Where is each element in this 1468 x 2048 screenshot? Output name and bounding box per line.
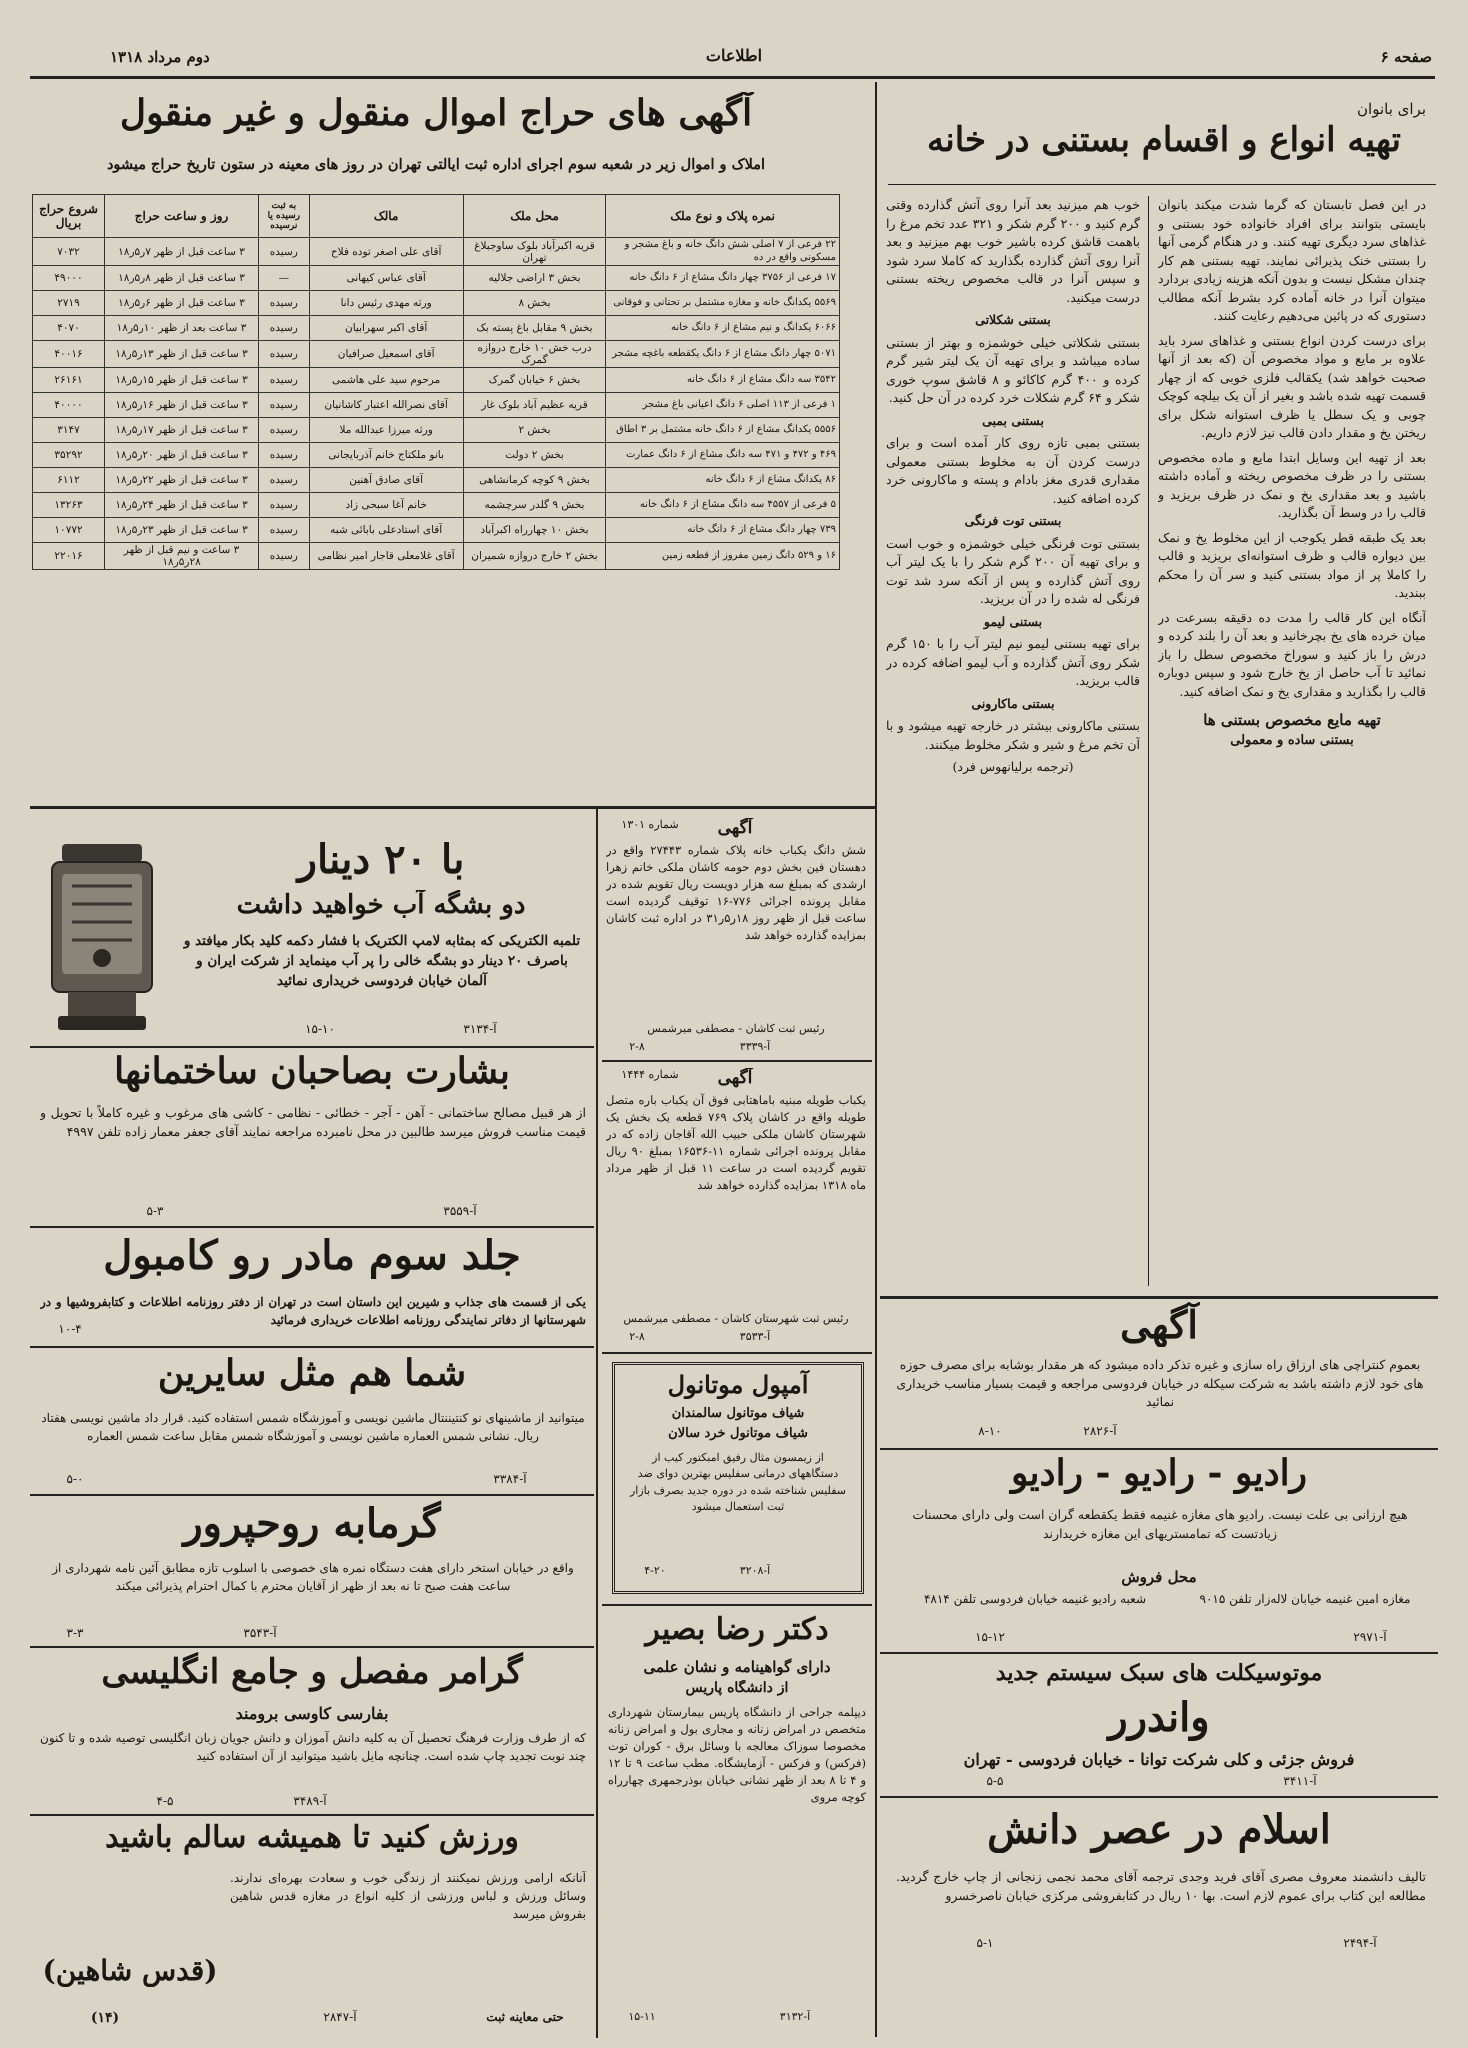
notice-body: شش دانگ یکباب خانه پلاک شماره ۲۷۴۴۳ واقع در دهستان فین بخش دوم حومه کاشان ملکی خانم زهرا ارشدی که بمبلغ سه هزار دویست ریال تقویم شده در مقابل پرونده اجرائی ۷۷۶-۱۶ توقیف گردیده است ساعت قبل از ظهر روز ۱۸ر۵ر۳۱ در اداره ثبت کاشان بمزایده گذارده خواهد شد xyxy=(606,843,866,943)
table-cell: رسیده xyxy=(259,543,310,570)
column-header: شروع حراج بریال xyxy=(33,195,105,238)
ad-separator xyxy=(30,1814,594,1816)
table-cell: بانو ملکتاج خانم آذربایجانی xyxy=(309,443,463,468)
table-cell: ۱ فرعی از ۱۱۳ اصلی ۶ دانگ اعیانی باغ مشجر xyxy=(606,393,840,418)
table-cell: ۴۰۷۰ xyxy=(33,316,105,341)
grammar-ad-subtitle: بفارسی کاوسی برومند xyxy=(235,1704,389,1723)
table-cell: ۳ ساعت قبل از ظهر ۱۵ر۵ر۱۸ xyxy=(105,368,259,393)
table-cell: ۲۲۰۱۶ xyxy=(33,543,105,570)
moto-ad-brand: واندرر xyxy=(1108,1694,1210,1741)
table-cell: رسیده xyxy=(259,443,310,468)
paper-name: اطلاعات xyxy=(705,46,763,65)
table-cell: ۱۳۲۶۳ xyxy=(33,493,105,518)
table-cell: ۱۷ فرعی از ۳۷۵۶ چهار دانگ مشاع از ۶ دانگ خانه xyxy=(606,266,840,291)
table-cell: ۶۰۶۶ یکدانگ و نیم مشاع از ۶ دانگ خانه xyxy=(606,316,840,341)
table-cell: آقای اکبر سهرابیان xyxy=(309,316,463,341)
table-cell: آقای نصرالله اعتبار کاشانیان xyxy=(309,393,463,418)
table-cell: ۲۶۱۶۱ xyxy=(33,368,105,393)
ad-separator xyxy=(30,1494,594,1496)
moto-ad-body: فروش جزئی و کلی شرکت توانا - خیابان فردوسی - تهران xyxy=(963,1750,1355,1769)
ad-separator xyxy=(880,1296,1438,1299)
article-paragraph: بستنی ماکارونی بیشتر در خارجه تهیه میشود و با آن تخم مرغ و شیر و شکر مخلوط میکنند. xyxy=(886,718,1140,752)
radio-ad-place: محل فروش xyxy=(1121,1568,1197,1586)
notice-title: آگهی xyxy=(717,818,753,838)
ampoule-title: آمپول موتانول xyxy=(667,1370,809,1399)
sport-ad-title: ورزش کنید تا همیشه سالم باشید xyxy=(105,1820,519,1855)
table-cell: ۳ ساعت قبل از ظهر ۸ر۵ر۱۸ xyxy=(105,266,259,291)
table-cell: ۷۰۳۲ xyxy=(33,238,105,266)
table-cell: مرحوم سید علی هاشمی xyxy=(309,368,463,393)
ad-code: آ-۳۳۳۹ xyxy=(739,1040,771,1053)
bath-ad-body: واقع در خیابان استخر دارای هفت دستگاه نمره های خصوصی با اسلوب تازه مطابق آئین نامه شهرداری از ساعت هفت صبح تا نه بعد از ظهر از آقایان محترم با کمال احترام پذیرائی میکند xyxy=(52,1561,574,1593)
table-row xyxy=(33,393,840,418)
table-cell: آقای عباس کیهانی xyxy=(309,266,463,291)
table-cell: ۳ ساعت قبل از ظهر ۱۶ر۵ر۱۸ xyxy=(105,393,259,418)
table-cell: آقای غلامعلی قاجار امیر نظامی xyxy=(309,543,463,570)
table-cell: آقای صادق آهنین xyxy=(309,468,463,493)
ad-separator xyxy=(30,1226,594,1228)
table-cell: بخش ۹ گلدر سرچشمه xyxy=(463,493,606,518)
notice-number: شماره ۱۴۴۴ xyxy=(621,1068,679,1081)
article-paragraph: برای تهیه بستنی لیمو نیم لیتر آب را با ۱۵۰ گرم شکر روی آتش گذارده و آب لیمو اضافه کرده در قالب بریزید. xyxy=(886,636,1140,688)
table-cell: آقای علی اصغر توده فلاح xyxy=(309,238,463,266)
table-cell: ۳ ساعت و نیم قبل از ظهر ۲۸ر۵ر۱۸ xyxy=(105,543,259,570)
women-article-title: تهیه انواع و اقسام بستنی در خانه xyxy=(927,120,1401,160)
sport-ad-body: آنانکه ارامی ورزش نمیکنند از زندگی خوب و سعادت بهره‌ای ندارند. وسائل ورزش و لباس ورزشی از کلیه انواع در مغازه قدس شاهین بفروش میرسد xyxy=(230,1871,586,1921)
article-paragraph: در این فصل تابستان که گرما شدت میکند بانوان بایستی بتوانند برای افراد خانواده خود بستنی و غذاهای سرد دیگری تهیه کنند. و در هنگام گرمی آنها را بستنی خنک پذیرائی نمایند. تهیه بستنی هم کار چندان مشکل نیست و بدون آنکه هزینه زیادی بردارد میتوان آنرا در خانه آماده کرد بشرط آنکه مطالب دستوری که در پائین می‌دهیم رعایت کنند. xyxy=(1158,197,1426,323)
table-cell: رسیده xyxy=(259,368,310,393)
table-row xyxy=(33,518,840,543)
table-cell: ۳ ساعت قبل از ظهر ۲۰ر۵ر۱۸ xyxy=(105,443,259,468)
builders-ad-body: از هر قبیل مصالح ساختمانی - آهن - آجر - خطائی - نظامی - کاشی های مرغوب و غیره کاملاً با تحویل و قیمت مناسب فروش میرسد طالبین در محل نامبرده مراجعه نمایند آقای جعفر معمار زاده تلفن ۴۹۹۷ xyxy=(40,1105,586,1139)
notice-signature: رئیس ثبت کاشان - مصطفی میرشمس xyxy=(647,1022,825,1035)
women-col1 xyxy=(1158,196,1426,1256)
table-cell: ۴۹۰۰۰ xyxy=(33,266,105,291)
agahi-ad-title: آگهی xyxy=(1120,1302,1198,1347)
table-cell: قریه عظیم آباد بلوک غار xyxy=(463,393,606,418)
ad-ref: ۵-۱ xyxy=(976,1936,994,1950)
radio-ad-body: هیچ ارزانی بی علت نیست. رادیو های مغازه غنیمه فقط یکقطعه گران است ولی دارای محسنات زیادتست که تمامستریهای این مغازه خریدارند xyxy=(912,1507,1408,1541)
ad-code: آ-۲۸۲۶ xyxy=(1083,1424,1117,1438)
table-cell: بخش ۱۰ چهارراه اکبرآباد xyxy=(463,518,606,543)
column-header: روز و ساعت حراج xyxy=(105,195,259,238)
ad-ref: ۵-۰ xyxy=(66,1472,84,1486)
table-row xyxy=(33,291,840,316)
radio-ad-title: رادیو - رادیو - رادیو xyxy=(1010,1452,1308,1494)
doctor-line: از دانشگاه پاریس xyxy=(685,1680,789,1696)
article-subheading: تهیه مایع مخصوص بستنی ها xyxy=(1203,711,1381,729)
table-cell: ۳ ساعت قبل از ظهر ۲۳ر۵ر۱۸ xyxy=(105,518,259,543)
table-cell: بخش ۹ کوچه کرمانشاهی xyxy=(463,468,606,493)
ad-ref: ۲-۸ xyxy=(629,1330,645,1343)
ad-code: آ-۳۴۱۱ xyxy=(1283,1774,1317,1788)
ad-code: آ-۳۱۳۲ xyxy=(779,2010,811,2023)
notice-signature: رئیس ثبت شهرستان کاشان - مصطفی میرشمس xyxy=(623,1312,849,1325)
ad-ref: ۴-۵ xyxy=(156,1794,174,1808)
table-cell: ۳ ساعت قبل از ظهر ۱۳ر۵ر۱۸ xyxy=(105,341,259,368)
ad-code: آ-۳۲۰۸ xyxy=(739,1564,771,1577)
table-header-row xyxy=(33,195,840,238)
islam-ad-body: تالیف دانشمند معروف مصری آقای فرید وجدی ترجمه آقای محمد نجمی زنجانی از چاپ خارج گردید. مطالعه این کتاب برای عموم لازم است. بها ۱۰ ریال در کتابفروشی مرکزی خیابان ناصرخسرو xyxy=(896,1869,1426,1903)
doctor-name: دکتر رضا بصیر xyxy=(645,1612,829,1647)
siren-ad-body: میتوانید از ماشینهای نو کنتیننتال ماشین نویسی و آموزشگاه شمس استفاده کنید. قرار داد ماشین نویسی هفتاد ریال. نشانی شمس العماره ماشین نویسی و آموزشگاه شمس مقابل ساعت شمس العماره xyxy=(41,1411,585,1443)
table-cell: بخش ۶ خیابان گمرک xyxy=(463,368,606,393)
article-subheading: بستنی بمبی xyxy=(982,412,1044,428)
table-row xyxy=(33,266,840,291)
ad-separator xyxy=(30,1646,594,1648)
table-cell: ۴۰۰۱۶ xyxy=(33,341,105,368)
article-paragraph: بعد از تهیه این وسایل ابتدا مایع و ماده مخصوص بستنی را در ظرف مخصوص ریخته و آماده داشته باشید و بعد مقداری یخ و نمک در ظرف بریزید و قالب را در وسط آن بگذارید. xyxy=(1158,449,1426,520)
table-cell: رسیده xyxy=(259,418,310,443)
table-row xyxy=(33,543,840,570)
ad-ref: ۱۰-۴ xyxy=(58,1322,82,1336)
notice-separator xyxy=(602,1060,872,1062)
ad-ref: ۱۵-۱۲ xyxy=(975,1630,1005,1644)
table-cell: رسیده xyxy=(259,393,310,418)
ad-code: آ-۳۳۸۴ xyxy=(493,1472,527,1486)
table-cell: ۳ ساعت قبل از ظهر ۶ر۵ر۱۸ xyxy=(105,291,259,316)
article-paragraph: بستنی شکلاتی خیلی خوشمزه و بهتر از بستنی ساده میباشد و برای تهیه آن یک لیتر شیر گرم کرده و ۴۰۰ گرم کاکائو و ۸ قاشق سوپ خوری شکر و ۶۴ گرم شکلات خرد کرده در آن حل کنید. xyxy=(886,334,1140,405)
title-rule xyxy=(888,184,1436,185)
islam-ad-title: اسلام در عصر دانش xyxy=(987,1806,1331,1853)
column-header: محل ملک xyxy=(463,195,606,238)
ad-code: آ-۲۸۴۷ xyxy=(323,2010,357,2024)
auction-bottom-rule xyxy=(30,806,876,809)
table-cell: — xyxy=(259,266,310,291)
auction-title: آگهی های حراج اموال منقول و غیر منقول xyxy=(119,92,753,134)
ad-ref: ۱۵-۱۱ xyxy=(628,2010,656,2023)
article-subheading: بستنی ساده و معمولی xyxy=(1230,733,1354,749)
grammar-ad-body: که از طرف وزارت فرهنگ تحصیل آن به کلیه دانش آموزان و دانش جویان زبان انگلیسی توصیه شده و تا کنون چند نوبت تجدید چاپ شده است. چنانچه مایل باشید میتوانید از آن استفاده کنید xyxy=(40,1731,586,1763)
table-cell: ۸۶ یکدانگ مشاع از ۶ دانگ خانه xyxy=(606,468,840,493)
table-cell: ۲۲ فرعی از ۷ اصلی شش دانگ خانه و باغ مشجر و مسکونی واقع در ده xyxy=(606,238,840,266)
ad-separator xyxy=(880,1448,1438,1450)
table-cell: ۱۶ و ۵۲۹ دانگ زمین مفروز از قطعه زمین xyxy=(606,543,840,570)
water-heater-illustration xyxy=(38,834,166,1039)
table-cell: رسیده xyxy=(259,291,310,316)
column-header: مالک xyxy=(309,195,463,238)
footer-note: حتی معاینه ثبت xyxy=(486,2010,564,2024)
table-cell: بخش ۲ xyxy=(463,418,606,443)
table-cell: بخش ۸ xyxy=(463,291,606,316)
ad-code: آ-۳۵۴۳ xyxy=(243,1626,277,1640)
ad-ref: (۱۴) xyxy=(90,2010,120,2026)
book-ad-body: یکی از قسمت های جذاب و شیرین این داستان است در تهران از دفتر روزنامه اطلاعات و کتابفروشیها و در شهرستانها از دفاتر نمایندگی روزنامه اطلاعات خریداری فرمائید xyxy=(40,1295,586,1327)
table-row xyxy=(33,443,840,468)
table-cell: ورثه میرزا عبدالله ملا xyxy=(309,418,463,443)
table-cell: قریه اکبرآباد بلوک ساوجبلاغ تهران xyxy=(463,238,606,266)
table-row xyxy=(33,468,840,493)
ad-code: آ-۳۱۳۴ xyxy=(463,1022,497,1036)
table-row xyxy=(33,341,840,368)
column-divider xyxy=(596,808,598,2038)
book-ad-title: جلد سوم مادر رو کامبول xyxy=(103,1232,521,1279)
ad-separator xyxy=(30,1346,594,1348)
radio-ad-shop: شعبه رادیو غنیمه خیابان فردوسی تلفن ۴۸۱۴ xyxy=(923,1592,1147,1606)
article-subheading: بستنی توت فرنگی xyxy=(964,513,1062,528)
article-paragraph: بستنی بمبی تازه روی کار آمده است و برای درست کردن آن به مخلوط بستنی معمولی مقداری قدری مغز بادام و پسته و ماکارونی خرد کرده اضافه کنید. xyxy=(886,435,1140,506)
auction-table xyxy=(32,194,840,570)
auction-subtitle: املاک و اموال زیر در شعبه سوم اجرای اداره ثبت ایالتی تهران در روز های معینه در ستون تاریخ حراج میشود xyxy=(106,156,766,173)
ad-ref: ۵-۳ xyxy=(146,1204,164,1218)
table-cell: رسیده xyxy=(259,341,310,368)
ampoule-line: شیاف موتانول سالمندان xyxy=(671,1406,805,1421)
article-paragraph: خوب هم میزنید بعد آنرا روی آتش گذارده وقتی گرم کنید و ۲۰۰ گرم شکر و ۳۲۱ عدد تخم مرغ را باهمت قاشق کرده باشیر خوب بهم میزنید و بعد آنرا روی آتش گذارده بگذارید که کاملا سرد شود و سپس آنرا در قالب مخصوص ریخته بستنی درست میکنید. xyxy=(886,197,1140,305)
table-cell: ۵ فرعی از ۴۵۵۷ سه دانگ مشاع از ۶ دانگ خانه xyxy=(606,493,840,518)
table-cell: ورثه مهدی رئیس دانا xyxy=(309,291,463,316)
heater-ad-subtitle: دو بشگه آب خواهید داشت xyxy=(236,890,526,920)
article-subheading: بستنی ماکارونی xyxy=(971,695,1055,711)
table-cell: آقای اسمعیل صرافیان xyxy=(309,341,463,368)
doctor-body: دیپلمه جراحی از دانشگاه پاریس بیمارستان شهرداری متخصص در امراض زنانه و مجاری بول و امراض زنانه مخصوصا سوزاک معالجه با وسائل برق - کوران توت (فرکس) و فرکس - آزمایشگاه. مطب ساعت ۹ تا ۱۲ و ۴ تا ۸ بعد از ظهر نشانی خیابان بوذرجمهری چهارراه کوچه مروی xyxy=(608,1705,866,1805)
table-cell: بخش ۲ دولت xyxy=(463,443,606,468)
heater-ad-title: با ۲۰ دینار xyxy=(297,836,465,883)
women-section-tag: برای بانوان xyxy=(1357,100,1426,118)
table-row xyxy=(33,316,840,341)
table-cell: ۳ ساعت قبل از ظهر ۱۷ر۵ر۱۸ xyxy=(105,418,259,443)
ad-ref: ۵-۵ xyxy=(986,1774,1004,1788)
table-cell: ۳ ساعت قبل از ظهر ۲۴ر۵ر۱۸ xyxy=(105,493,259,518)
ad-ref: ۴-۲۰ xyxy=(644,1564,666,1577)
table-row xyxy=(33,368,840,393)
table-cell: ۴۶۹ و ۴۷۲ و ۴۷۱ سه دانگ مشاع از ۶ دانگ عمارت xyxy=(606,443,840,468)
doctor-line: دارای گواهینامه و نشان علمی xyxy=(643,1658,831,1676)
table-cell: بخش ۳ اراضی جلالیه xyxy=(463,266,606,291)
table-cell: ۳۱۴۷ xyxy=(33,418,105,443)
women-col2 xyxy=(886,196,1140,1296)
ad-code: آ-۲۹۷۱ xyxy=(1353,1630,1387,1644)
table-cell: ۵۰۷۱ چهار دانگ مشاع از ۶ دانگ یکقطعه باغچه مشجر xyxy=(606,341,840,368)
column-header: نمره پلاک و نوع ملک xyxy=(606,195,840,238)
article-subheading: بستنی لیمو xyxy=(983,613,1043,629)
table-cell: رسیده xyxy=(259,468,310,493)
table-cell: ۶۱۱۲ xyxy=(33,468,105,493)
notice-separator xyxy=(602,1604,872,1606)
table-cell: درب خش ۱۰ خارج دروازه گمرک xyxy=(463,341,606,368)
agahi-ad-body: بعموم کنتراچی های ارزاق راه سازی و غیره تذکر داده میشود که هر مقدار بوشابه برای مصرف حوزه های خود لازم داشته باشد به شرکت سیکله در خیابان فردوسی مراجعه و قیمت بسیار مناسب خریداری نمائید xyxy=(896,1357,1424,1409)
sport-ad-signature: (قدس شاهین) xyxy=(42,1954,218,1987)
siren-ad-title: شما هم مثل سایرین xyxy=(157,1352,467,1394)
table-cell: آقای استادعلی بابائی شبه xyxy=(309,518,463,543)
table-row xyxy=(33,238,840,266)
ampoule-body: از زیمسون مثال رفیق امبکتور کیب از دستگاههای درمانی سفلیس بهترین دوای ضد سفلیس شناخته شده در دوره جدید بصرف بازار ثبت استعمال میشود xyxy=(630,1451,846,1513)
article-subheading: بستنی شکلاتی xyxy=(975,312,1051,327)
table-cell: رسیده xyxy=(259,493,310,518)
table-row xyxy=(33,418,840,443)
table-row xyxy=(33,493,840,518)
ad-ref: ۲-۸ xyxy=(629,1040,645,1053)
heater-ad-body: تلمبه الکتریکی که بمثابه لامپ الکتریک با فشار دکمه کلید بکار میافتد و باصرف ۲۰ دینار دو بشگه خالی را پر آب مینماید از شرکت ایران و آلمان خیابان فردوسی خریداری نمائید xyxy=(183,933,581,989)
notice-title: آگهی xyxy=(717,1068,753,1088)
table-cell: ۳۵۴۲ سه دانگ مشاع از ۶ دانگ خانه xyxy=(606,368,840,393)
issue-date: دوم مرداد ۱۳۱۸ xyxy=(110,48,210,66)
table-cell: ۴۰۰۰۰ xyxy=(33,393,105,418)
table-cell: بخش ۹ مقابل باغ پسته بک xyxy=(463,316,606,341)
bath-ad-title: گرمابه روحپرور xyxy=(183,1500,441,1547)
table-cell: ۳۵۲۹۲ xyxy=(33,443,105,468)
translator-credit: (ترجمه برلیانهوس فرد) xyxy=(952,759,1074,774)
table-cell: خانم آغا سبحی زاد xyxy=(309,493,463,518)
ad-ref: ۳-۳ xyxy=(66,1626,84,1640)
table-cell: ۳ ساعت بعد از ظهر ۱۰ر۵ر۱۸ xyxy=(105,316,259,341)
ad-ref: ۱۵-۱۰ xyxy=(305,1022,335,1036)
moto-ad-title: موتوسیکلت های سبک سیستم جدید xyxy=(995,1660,1323,1686)
article-paragraph: بستنی توت فرنگی خیلی خوشمزه و خوب است و برای تهیه آن ۲۰۰ گرم شکر را با یک لیتر آب روی آتش گذارده و پس از آنکه سرد شد توت فرنگی له شده را در آن بریزید. xyxy=(886,535,1140,606)
ad-code: آ-۲۴۹۴ xyxy=(1343,1936,1377,1950)
table-cell: ۳ ساعت قبل از ظهر ۷ر۵ر۱۸ xyxy=(105,238,259,266)
table-cell: رسیده xyxy=(259,238,310,266)
ad-code: آ-۳۴۸۹ xyxy=(293,1794,327,1808)
table-cell: ۳ ساعت قبل از ظهر ۲۲ر۵ر۱۸ xyxy=(105,468,259,493)
page-number: صفحه ۶ xyxy=(1380,48,1432,66)
ad-ref: ۸-۱۰ xyxy=(978,1424,1002,1438)
table-cell: رسیده xyxy=(259,518,310,543)
table-cell: ۵۵۶۹ یکدانگ خانه و مغازه مشتمل بر تحتانی و فوقانی xyxy=(606,291,840,316)
table-cell: ۲۷۱۹ xyxy=(33,291,105,316)
ad-separator xyxy=(880,1652,1438,1654)
grammar-ad-title: گرامر مفصل و جامع انگلیسی xyxy=(101,1652,523,1692)
column-divider xyxy=(875,82,877,2037)
article-paragraph: آنگاه این کار قالب را مدت ده دقیقه بسرعت در میان خرده های یخ بچرخانید و بعد آن را بلند کرده و درش را باز کنید و سوراخ مخصوص سطل را باز نمائید تا آب حاصل از یخ خارج شود و سپس دوباره قالب را بگذارید و مقداری یخ و نمک اضافه کنید. xyxy=(1158,609,1426,699)
inner-column-rule xyxy=(1148,196,1149,1286)
table-cell: ۵۵۵۶ یکدانگ مشاع از ۶ دانگ خانه مشتمل بر ۳ اطاق xyxy=(606,418,840,443)
notice-separator xyxy=(602,1352,872,1354)
ad-separator xyxy=(30,1046,594,1048)
notice-number: شماره ۱۳۰۱ xyxy=(621,818,679,831)
header-rule xyxy=(30,76,1435,79)
notice-body: یکباب طویله مبنیه باماهتابی فوق آن یکباب باره متصل طویله واقع در کاشان پلاک ۷۶۹ قطعه یک بخش یک شهرستان کاشان ملکی حبیب الله آقاجان زاده که در مقابل پرونده اجرائی شماره ۱۱-۱۶۵۳۶ بمبلغ ۹۰ ریال تقویم گردیده است در ساعت ۱۱ قبل از ظهر مرداد ماه ۱۳۱۸ بمزایده گذارده خواهد شد xyxy=(606,1093,866,1193)
table-cell: ۱۰۷۷۲ xyxy=(33,518,105,543)
ampoule-line: شیاف موتانول خرد سالان xyxy=(668,1426,808,1441)
table-cell: رسیده xyxy=(259,316,310,341)
ad-separator xyxy=(880,1796,1438,1798)
ad-code: آ-۳۵۳۳ xyxy=(739,1330,771,1343)
ad-code: آ-۳۵۵۹ xyxy=(443,1204,477,1218)
builders-ad-title: بشارت بصاحبان ساختمانها xyxy=(114,1050,510,1092)
column-header: به ثبت رسیده یا نرسیده xyxy=(259,195,310,238)
article-paragraph: برای درست کردن انواع بستنی و غذاهای سرد باید علاوه بر مایع و مواد مخصوص آن (که بعد از آنها صحبت خواهد شد) یکقالب فلزی خوبی که از چهار قسمت تهیه شده باشد و بغیر از آن یک بیلچه کوچک چوبی و یک سطل یا ظرف استوانه شکل برای ریختن یخ و مقدار دادن قالب نیز لازم داریم. xyxy=(1158,332,1426,440)
article-paragraph: بعد یک طبقه قطر یکوجب از این مخلوط یخ و نمک بین دیواره قالب و ظرف استوانه‌ای بریزید و قالب را کاملا پر از مواد بستنی کنید و سر آن را محکم ببندید. xyxy=(1158,529,1426,600)
radio-ad-shop: مغازه امین غنیمه خیابان لاله‌زار تلفن ۹۰۱۵ xyxy=(1199,1592,1411,1606)
table-cell: بخش ۲ خارج دروازه شمیران xyxy=(463,543,606,570)
table-cell: ۷۳۹ چهار دانگ مشاع از ۶ دانگ خانه xyxy=(606,518,840,543)
